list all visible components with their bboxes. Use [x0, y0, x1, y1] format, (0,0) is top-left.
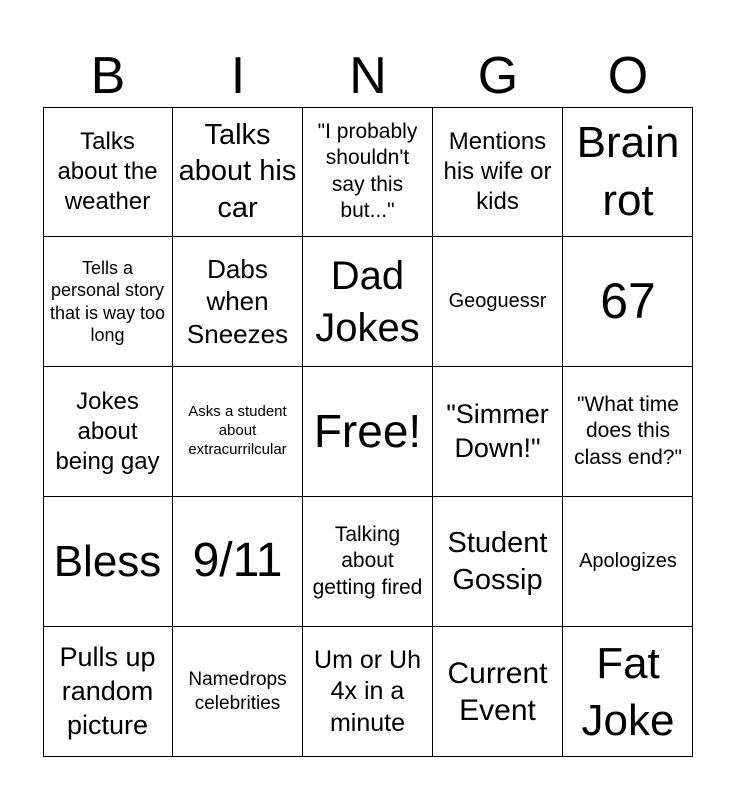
- bingo-cell-text: Um or Uh 4x in a minute: [314, 646, 421, 737]
- bingo-cell-text: Student Gossip: [447, 527, 548, 596]
- bingo-cell-text: 67: [600, 273, 656, 329]
- bingo-cell-text: Talks about his car: [178, 119, 297, 224]
- bingo-cell[interactable]: [433, 627, 563, 757]
- bingo-cell-text: Talking about getting fired: [312, 523, 423, 599]
- bingo-cell[interactable]: [43, 497, 173, 627]
- header-letter-n: N: [349, 47, 387, 105]
- bingo-cell[interactable]: [303, 107, 433, 237]
- bingo-cell-text: Brain rot: [576, 118, 680, 225]
- bingo-cell[interactable]: [303, 497, 433, 627]
- bingo-header: [43, 46, 693, 106]
- bingo-cell-text: "What time does this class end?": [574, 393, 682, 469]
- bingo-cell-text: Mentions his wife or kids: [443, 127, 552, 215]
- bingo-cell-text: Tells a personal story that is way too long: [49, 257, 166, 345]
- bingo-cell-text: Asks a student about extracurrilcular: [188, 403, 287, 458]
- bingo-cell[interactable]: [173, 627, 303, 757]
- bingo-cell-text: Pulls up random picture: [59, 642, 156, 740]
- bingo-cell[interactable]: [173, 367, 303, 497]
- bingo-cell-text: "I probably shouldn't say this but...": [317, 120, 418, 222]
- bingo-cell[interactable]: [303, 237, 433, 367]
- bingo-cell-text: "Simmer Down!": [446, 398, 549, 463]
- header-letter-g: G: [477, 47, 519, 105]
- bingo-cell[interactable]: [303, 627, 433, 757]
- bingo-board: [43, 107, 693, 757]
- bingo-cell-text: Jokes about being gay: [55, 387, 160, 475]
- bingo-cell[interactable]: [173, 497, 303, 627]
- bingo-cell[interactable]: [43, 237, 173, 367]
- bingo-cell[interactable]: [563, 237, 693, 367]
- bingo-cell[interactable]: [173, 107, 303, 237]
- header-letter-o: O: [607, 47, 649, 105]
- bingo-cell[interactable]: [563, 627, 693, 757]
- bingo-cell-text: Fat Joke: [581, 638, 675, 745]
- bingo-cell[interactable]: [563, 497, 693, 627]
- header-letter-b: B: [90, 47, 126, 105]
- bingo-cell-text: 9/11: [192, 534, 283, 588]
- bingo-cell[interactable]: [433, 237, 563, 367]
- bingo-cell-text: Apologizes: [579, 550, 677, 572]
- bingo-cell-text: Geoguessr: [448, 290, 547, 312]
- bingo-cell-text: Namedrops celebrities: [188, 669, 287, 714]
- bingo-cell[interactable]: [433, 367, 563, 497]
- bingo-cell[interactable]: [433, 107, 563, 237]
- bingo-cell-text: Dad Jokes: [315, 253, 420, 350]
- bingo-cell[interactable]: [173, 237, 303, 367]
- bingo-cell[interactable]: [433, 497, 563, 627]
- bingo-cell-text: Current Event: [447, 656, 548, 727]
- bingo-cell[interactable]: [563, 367, 693, 497]
- bingo-cell[interactable]: [43, 627, 173, 757]
- bingo-cell[interactable]: [43, 367, 173, 497]
- bingo-cell-text: Bless: [53, 536, 162, 586]
- bingo-cell[interactable]: [43, 107, 173, 237]
- header-letter-i: I: [230, 47, 246, 105]
- bingo-cell-text: Free!: [313, 404, 422, 457]
- bingo-cell-text: Dabs when Sneezes: [186, 253, 289, 349]
- bingo-cell[interactable]: [303, 367, 433, 497]
- bingo-cell[interactable]: [563, 107, 693, 237]
- bingo-cell-text: Talks about the weather: [57, 127, 158, 215]
